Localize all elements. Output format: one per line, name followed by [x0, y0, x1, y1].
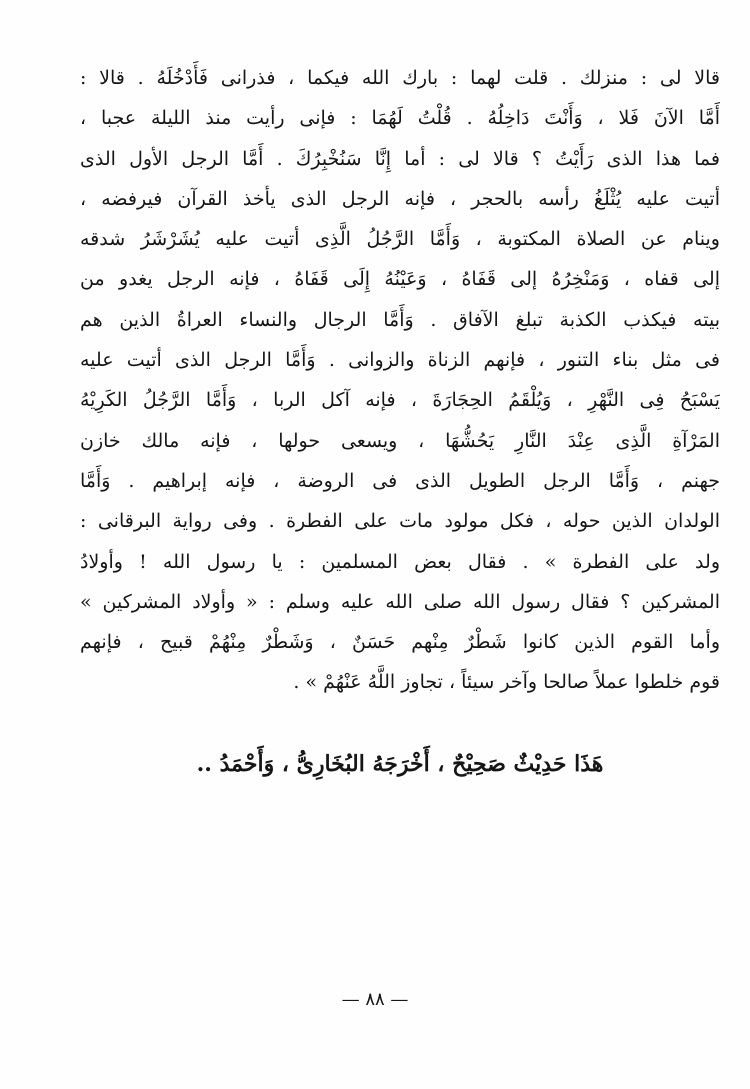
text-line: وأما القوم الذين كانوا شَطْرٌ مِنْهم حَسَنٌ ، وَشَطْرٌ مِنْهُمْ قبيح ، فإنهم [80, 631, 720, 654]
text-line: قالا لى : منزلك . قلت لهما : بارك الله فيكما ، فذرانى فَأَدْخُلَهُ . قالا : [80, 67, 720, 89]
page-number: — ٨٨ — [341, 989, 409, 1010]
text-line: إلى قفاه ، وَمَنْخِرُهُ إلى قَفَاهُ ، وَعَيْنُهُ إِلَى قَفَاهُ ، فإنه الرجل يغدو من [80, 268, 720, 291]
text-line: الولدان الذين حوله ، فكل مولود مات على الفطرة . وفى رواية البرقانى : [80, 510, 720, 533]
hadith-grading-note: هَذَا حَدِيْثٌ صَحِيْحٌ ، أَخْرَجَهُ البُخَارِىُّ ، وَأَحْمَدُ .. [196, 751, 604, 777]
text-line: أتيت عليه يُثْلَغُ رأسه بالحجر ، فإنه الرجل الذى يأخذ القرآن فيرفضه ، [80, 187, 720, 210]
text-line: وينام عن الصلاة المكتوبة ، وَأَمَّا الرَّجُلُ الَّذِى أتيت عليه يُشَرْشَرُ شدقه [80, 228, 720, 251]
text-line: المَرْآةِ الَّذِى عِنْدَ النَّارِ يَحُشُّهَا ، ويسعى حولها ، فإنه مالك خازن [80, 429, 720, 452]
text-line: جهنم ، وَأَمَّا الرجل الطويل الذى فى الروضة ، فإنه إبراهيم . وَأَمَّا [80, 469, 720, 492]
text-line: ولد على الفطرة » . فقال بعض المسلمين : يا رسول الله ! وأولادُ [80, 550, 720, 573]
hadith-body-text [80, 58, 720, 703]
text-line: أَمَّا الآنَ فَلا ، وَأَنْتَ دَاخِلُهُ . قُلْتُ لَهُمَا : فإنى رأيت منذ الليلة عجبا ، [80, 107, 720, 130]
text-line: فى مثل بناء التنور ، فإنهم الزناة والزوانى . وَأَمَّا الرجل الذى أتيت عليه [80, 349, 720, 372]
text-line: المشركين ؟ فقال رسول الله صلى الله عليه وسلم : « وأولاد المشركين » [80, 590, 720, 613]
text-line: يَسْبَحُ فِى النَّهْرِ ، وَيُلْقَمُ الحِجَارَةَ ، فإنه آكل الربا ، وَأَمَّا الرَّجُلُ الكَرِيْهُ [80, 389, 720, 412]
text-line: قوم خلطوا عملاً صالحا وآخر سيئاً ، تجاوز اللَّهُ عَنْهُمْ » . [293, 671, 720, 694]
text-line: فما هذا الذى رَأَيْتُ ؟ قالا لى : أما إِنَّا سَنُخْبِرُكَ . أَمَّا الرجل الأول الذى [80, 147, 720, 170]
text-line: بيته فيكذب الكذبة تبلغ الآفاق . وَأَمَّا الرجال والنساء العراةُ الذين هم [80, 308, 720, 331]
